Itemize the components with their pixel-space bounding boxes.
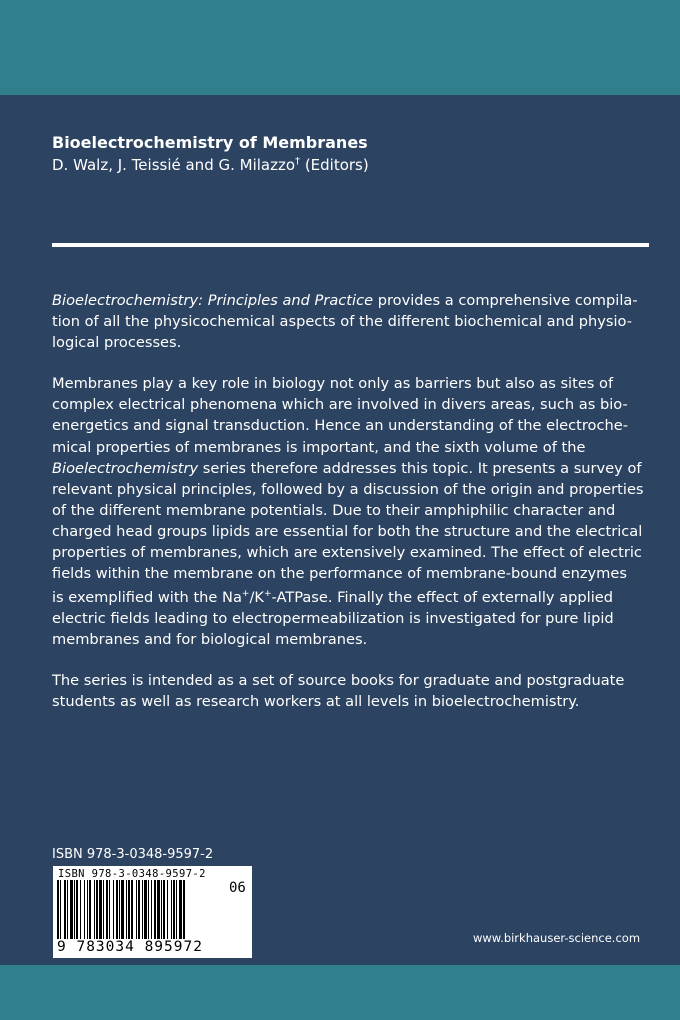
paragraph-3: The series is intended as a set of source books for graduate and postgraduate students as well as research workers at all levels in bioelectrochemistry. [52, 672, 625, 711]
barcode-bar [70, 880, 73, 940]
paragraph-2-text-b: series therefore addresses this topic. It presents a survey of relevant physical principles, followed by a discussion of the origin and properties of the different membrane potentials. Due to their amphiphilic character and charged head groups lipids are essential for both the structure and the electrical properties of membranes, which are extensively examined. The effect of electric fields within the membrane on the performance of membrane-bound enzymes is exemplified with the Na [52, 459, 644, 607]
barcode-bar [136, 880, 137, 940]
barcode-digits: 9 783034 895972 [57, 939, 203, 955]
barcode-bar [183, 880, 185, 940]
barcode-bar [99, 880, 102, 940]
barcode-bar [171, 880, 172, 940]
barcode-bar [128, 880, 130, 940]
barcode-bar [67, 880, 68, 940]
barcode-bar [84, 880, 85, 940]
barcode-bar [106, 880, 108, 940]
barcode-bar [167, 880, 168, 940]
barcode-bar [173, 880, 175, 940]
barcode-bar [176, 880, 177, 940]
barcode-bar [119, 880, 120, 940]
publisher-url[interactable]: www.birkhauser-science.com [473, 931, 641, 945]
barcode-bar [138, 880, 140, 940]
barcode-bar [163, 880, 165, 940]
barcode-bar [126, 880, 127, 940]
barcode [53, 866, 252, 958]
barcode-isbn-label: ISBN 978-3-0348-9597-2 [58, 868, 206, 880]
barcode-bar [179, 880, 182, 940]
barcode-bar [157, 880, 160, 940]
book-authors [52, 156, 369, 174]
paragraph-1-text: provides a comprehensive compila- tion of all the physicochemical aspects of the different biochemical and physio- logical processes. [52, 292, 638, 352]
barcode-bar [148, 880, 149, 940]
paragraph-2-text-d: -ATPase. Finally the effect of externally applied electric fields leading to electropermeabilization is investigated for pure lipid membranes and for biological membranes. [52, 589, 614, 649]
barcode-bar [151, 880, 152, 940]
editors-label: (Editors) [300, 156, 369, 174]
barcode-bar [80, 880, 81, 940]
description-text [52, 290, 652, 733]
barcode-bar [142, 880, 143, 940]
barcode-bar [121, 880, 124, 940]
paragraph-2-text-c: /K [249, 589, 264, 607]
superscript-plus: + [241, 589, 250, 600]
barcode-addon: 06 [229, 880, 246, 896]
series-title-italic: Bioelectrochemistry: Principles and Practice [52, 292, 374, 309]
barcode-bar [161, 880, 162, 940]
authors-names: D. Walz, J. Teissié and G. Milazzo [52, 156, 296, 174]
isbn-label: ISBN 978-3-0348-9597-2 [52, 847, 214, 862]
superscript-plus: + [263, 589, 272, 600]
paragraph-2 [52, 373, 652, 650]
dagger-mark: † [295, 156, 301, 167]
barcode-bar [109, 880, 110, 940]
barcode-bar [87, 880, 88, 940]
paragraph-1 [52, 290, 652, 353]
barcode-bar [113, 880, 114, 940]
paragraph-2-text-a: Membranes play a key role in biology not only as barriers but also as sites of complex electrical phenomena which are involved in divers areas, such as bio- energetics and signal transduction. Hence an understanding of the electroche- mical properties of membranes is important, and the sixth volume of the [52, 375, 629, 456]
series-name-italic: Bioelectrochemistry [52, 459, 199, 477]
barcode-bar [76, 880, 78, 940]
divider-rule [52, 243, 649, 247]
barcode-bar [64, 880, 66, 940]
barcode-bar [74, 880, 75, 940]
barcode-bar [131, 880, 133, 940]
barcode-bar [144, 880, 147, 940]
barcode-bar [96, 880, 98, 940]
barcode-bar [103, 880, 104, 940]
barcode-bar [94, 880, 95, 940]
barcode-bar [116, 880, 118, 940]
book-title: Bioelectrochemistry of Membranes [52, 133, 368, 152]
barcode-bar [60, 880, 61, 940]
barcode-bar [154, 880, 156, 940]
barcode-bar [89, 880, 91, 940]
barcode-bar [57, 880, 59, 940]
